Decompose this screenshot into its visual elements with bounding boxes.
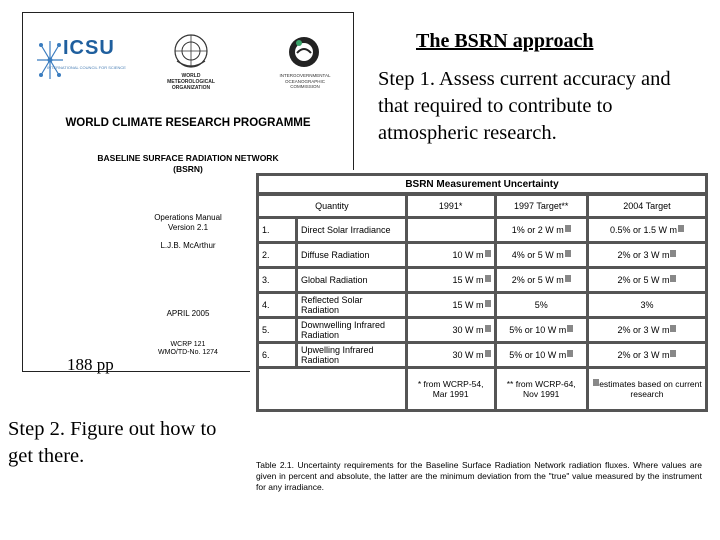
row-quantity: Global Radiation [297, 268, 407, 293]
row-1991 [406, 318, 495, 343]
icsu-logo-text: ICSU [63, 37, 115, 59]
col-header-quantity: Quantity [258, 194, 407, 218]
row-2004 [587, 218, 706, 243]
icsu-subtitle: INTERNATIONAL COUNCIL FOR SCIENCE [47, 65, 126, 70]
report-number-wmo: WMO/TD-No. 1274 [158, 349, 218, 356]
step-2-text: Step 2. Figure out how to get there. [8, 418, 217, 467]
manual-version-label: Version 2.1 [167, 223, 209, 232]
row-1991 [406, 293, 495, 318]
superscript-marker-icon [565, 225, 571, 232]
row-number: 4. [258, 293, 297, 318]
col-header-1997: 1997 Target** [495, 194, 587, 218]
superscript-marker-icon [678, 225, 684, 232]
ioc-caption: INTERGOVERNMENTAL OCEANOGRAPHIC COMMISSION [279, 73, 331, 89]
superscript-marker-icon [670, 250, 676, 257]
row-2004-value: 2% or 5 W m [617, 275, 670, 285]
row-2004: 3% [587, 293, 706, 318]
manual-version [133, 213, 243, 233]
row-number: 5. [258, 318, 297, 343]
superscript-marker-icon [565, 250, 571, 257]
uncertainty-table [256, 173, 708, 412]
row-quantity: Upwelling Infrared Radiation [297, 343, 407, 368]
superscript-marker-icon [567, 325, 573, 332]
superscript-marker-icon [485, 250, 491, 257]
row-2004-value: 2% or 3 W m [617, 250, 670, 260]
superscript-marker-icon [565, 275, 571, 282]
row-quantity: Diffuse Radiation [297, 243, 407, 268]
ioc-emblem-icon [287, 35, 321, 69]
row-1997 [495, 318, 587, 343]
programme-title: WORLD CLIMATE RESEARCH PROGRAMME [65, 117, 311, 129]
row-1991-value: 10 W m [452, 250, 484, 260]
row-2004 [587, 343, 706, 368]
network-name: BASELINE SURFACE RADIATION NETWORK [97, 153, 279, 163]
row-1991-value: 30 W m [452, 350, 484, 360]
row-1997 [495, 268, 587, 293]
table-title: BSRN Measurement Uncertainty [258, 175, 707, 195]
author: L.J.B. McArthur [160, 241, 216, 250]
step-1-text: Step 1. Assess current accuracy and that required to contribute to atmospheric research. [378, 68, 671, 144]
row-2004-value: 0.5% or 1.5 W m [609, 225, 677, 235]
row-1991 [406, 218, 495, 243]
row-1997-value: 4% or 5 W m [511, 250, 564, 260]
row-1997 [495, 218, 587, 243]
row-1991 [406, 268, 495, 293]
row-2004 [587, 243, 706, 268]
superscript-marker-icon [485, 325, 491, 332]
footnote-1991: * from WCRP-54, Mar 1991 [406, 368, 495, 411]
row-quantity: Direct Solar Irradiance [297, 218, 407, 243]
row-2004-value: 2% or 3 W m [617, 325, 670, 335]
report-number-wcrp: WCRP 121 [170, 341, 206, 348]
table-row [258, 268, 707, 293]
superscript-marker-icon [670, 350, 676, 357]
superscript-marker-icon [670, 275, 676, 282]
footnote-2004-text: estimates based on current research [599, 379, 702, 399]
wmo-emblem-icon [171, 31, 211, 71]
row-1997-value: 2% or 5 W m [511, 275, 564, 285]
row-number: 1. [258, 218, 297, 243]
report-number [133, 341, 243, 357]
col-header-2004: 2004 Target [587, 194, 706, 218]
footnote-blank-cell [258, 368, 407, 411]
row-1997-value: 1% or 2 W m [511, 225, 564, 235]
table-caption: Table 2.1. Uncertainty requirements for the Baseline Surface Radiation Network radiation fluxes. Where values are given in percent and absolute, the latter are the minimum deviation from the "true" value measured by the instrument for any irradiance. [256, 460, 702, 492]
row-1997 [495, 243, 587, 268]
superscript-marker-icon [485, 275, 491, 282]
row-1991-value: 15 W m [452, 300, 484, 310]
page-count: 188 pp [67, 355, 114, 374]
footnote-row [258, 368, 707, 411]
publication-date: APRIL 2005 [166, 309, 210, 318]
superscript-marker-icon [670, 325, 676, 332]
row-quantity: Reflected Solar Radiation [297, 293, 407, 318]
slide-heading: The BSRN approach [416, 30, 594, 52]
table-row [258, 218, 707, 243]
row-1997: 5% [495, 293, 587, 318]
row-1991-value: 15 W m [452, 275, 484, 285]
superscript-marker-icon [485, 350, 491, 357]
row-1997-value: 5% or 10 W m [509, 325, 567, 335]
row-number: 3. [258, 268, 297, 293]
superscript-marker-icon [485, 300, 491, 307]
table-row [258, 343, 707, 368]
row-number: 6. [258, 343, 297, 368]
footnote-2004 [587, 368, 706, 411]
manual-title: Operations Manual [154, 213, 222, 222]
footnote-1997: ** from WCRP-64, Nov 1991 [495, 368, 587, 411]
row-1997 [495, 343, 587, 368]
row-1997-value: 5% or 10 W m [509, 350, 567, 360]
row-2004 [587, 268, 706, 293]
table-row [258, 318, 707, 343]
row-number: 2. [258, 243, 297, 268]
superscript-marker-icon [567, 350, 573, 357]
network-abbreviation: (BSRN) [173, 164, 203, 174]
wmo-caption: WORLD METEOROLOGICAL ORGANIZATION [167, 73, 215, 91]
table-row [258, 293, 707, 318]
row-1991 [406, 243, 495, 268]
row-1991-value: 30 W m [452, 325, 484, 335]
row-1991 [406, 343, 495, 368]
col-header-1991: 1991* [406, 194, 495, 218]
row-2004-value: 2% or 3 W m [617, 350, 670, 360]
row-2004 [587, 318, 706, 343]
row-quantity: Downwelling Infrared Radiation [297, 318, 407, 343]
table-row [258, 243, 707, 268]
